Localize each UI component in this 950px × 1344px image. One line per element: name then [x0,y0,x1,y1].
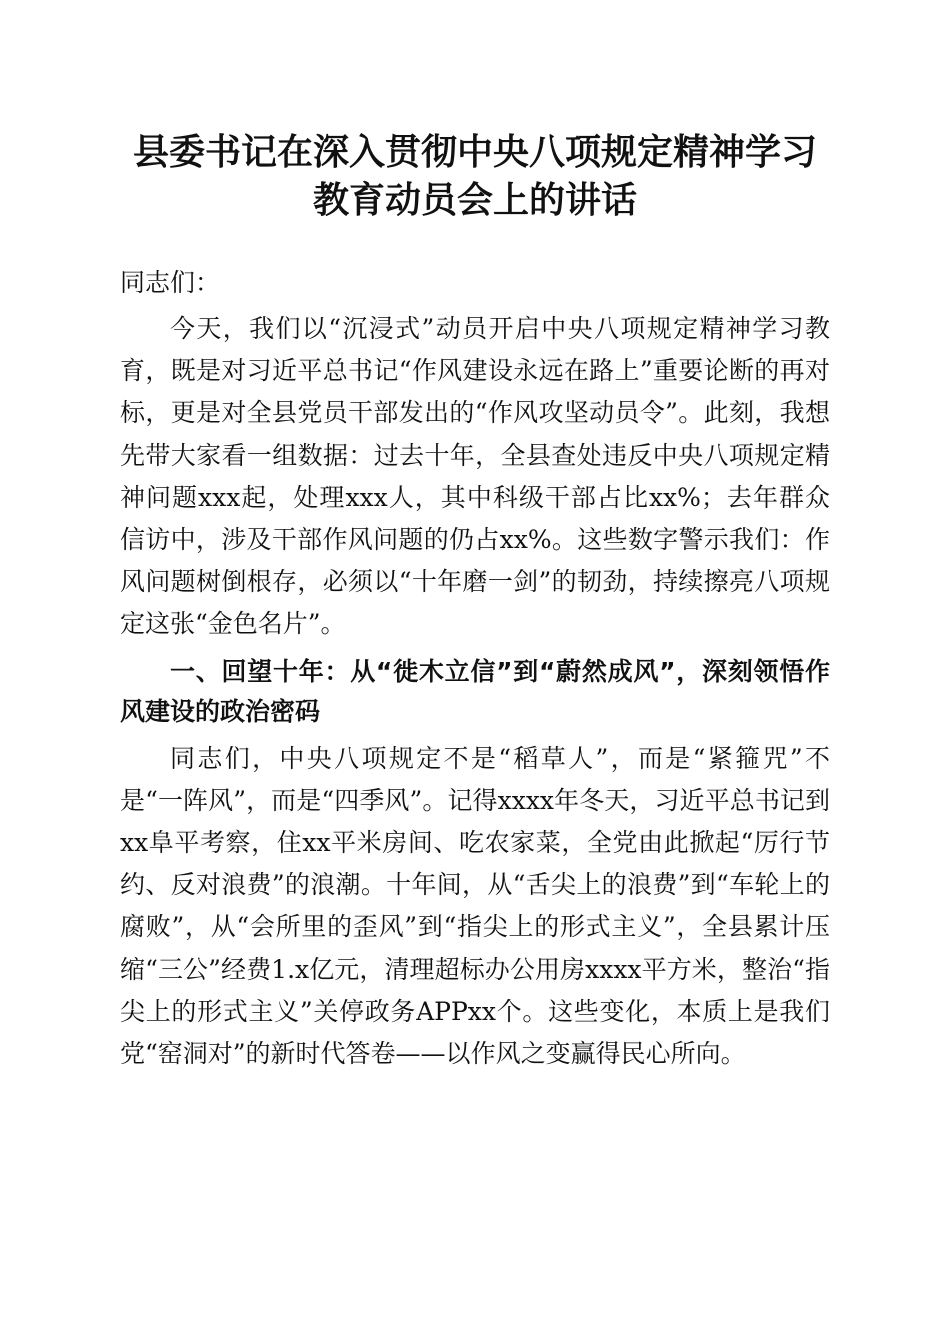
document-page [120,128,830,1081]
salutation: 同志们： [120,268,221,297]
section-heading-1: 一、回望十年：从“徙木立信”到“蔚然成风”，深刻领悟作风建设的政治密码 [120,656,830,726]
document-title: 县委书记在深入贯彻中央八项规定精神学习教育动员会上的讲话 [132,131,817,221]
section-1-paragraph: 同志们，中央八项规定不是“稻草人”，而是“紧箍咒”不是“一阵风”，而是“四季风”。记得xxxx年冬天，习近平总书记到xx阜平考察，住xx平米房间、吃农家菜，全党由此掀起“厉行节约、反对浪费”的浪潮。十年间，从“舌尖上的浪费”到“车轮上的腐败”，从“会所里的歪风”到“指尖上的形式主义”，全县累计压缩“三公”经费1.x亿元，清理超标办公用房xxxx平方米，整治“指尖上的形式主义”关停政务APPxx个。这些变化，本质上是我们党“窑洞对”的新时代答卷——以作风之变赢得民心所向。 [120,743,830,1069]
intro-paragraph: 今天，我们以“沉浸式”动员开启中央八项规定精神学习教育，既是对习近平总书记“作风建设永远在路上”重要论断的再对标，更是对全县党员干部发出的“作风攻坚动员令”。此刻，我想先带大家看一组数据：过去十年，全县查处违反中央八项规定精神问题xxx起，处理xxx人，其中科级干部占比xx%；去年群众信访中，涉及干部作风问题的仍占xx%。这些数字警示我们：作风问题树倒根存，必须以“十年磨一剑”的韧劲，持续擦亮八项规定这张“金色名片”。 [120,314,830,639]
